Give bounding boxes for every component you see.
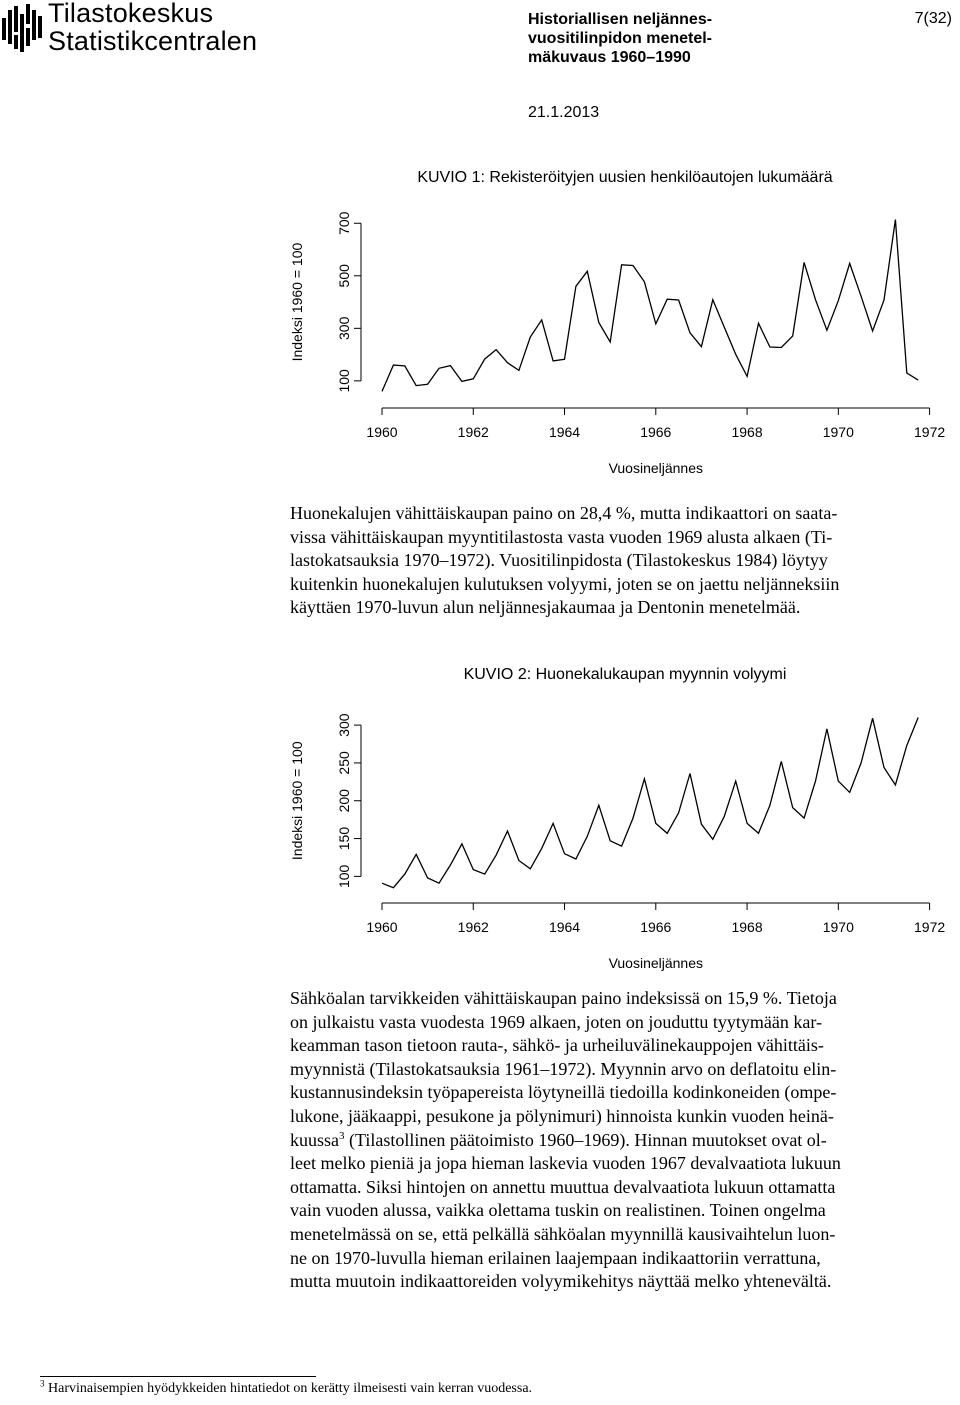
paragraph-line: vissa vähittäiskaupan myyntitilastosta vasta vuoden 1969 alusta alkaen (Ti-: [290, 526, 833, 547]
footnote-number: 3: [40, 1378, 45, 1389]
logo-text-sv: Statistikcentralen: [48, 26, 258, 56]
footnote-separator: [40, 1376, 316, 1377]
document-title-line: vuositilinpidon menetel-: [528, 30, 713, 47]
document-title-line: Historiallisen neljännes-: [528, 11, 713, 28]
y-tick-label: 300: [336, 316, 352, 341]
paragraph-line: kuitenkin huonekalujen kulutuksen volyymi, joten se on jaettu neljänneksiin: [290, 573, 840, 594]
figure-1-line-chart: [0, 205, 960, 480]
footnote-reference[interactable]: 3: [339, 1129, 345, 1142]
x-tick-label: 1962: [457, 424, 489, 440]
x-tick-label: 1972: [914, 424, 946, 440]
x-tick-label: 1960: [366, 424, 398, 440]
x-tick-label: 1960: [366, 919, 398, 935]
x-tick-label: 1968: [731, 424, 763, 440]
paragraph-line: ne on 1970-luvulla hieman erilainen laajempaan indikaattoriin verrattuna,: [290, 1247, 821, 1268]
document-date: 21.1.2013: [528, 104, 600, 121]
x-tick-label: 1962: [457, 919, 489, 935]
tilastokeskus-logo: [0, 0, 260, 60]
document-title: [528, 10, 778, 67]
y-tick-label: 700: [336, 211, 352, 235]
y-axis-label: Indeksi 1960 = 100: [289, 741, 305, 861]
paragraph-line: leet melko pieniä ja jopa hieman laskevia vuoden 1967 devalvaatiota lukuun: [290, 1153, 841, 1174]
paragraph-line: kustannusindeksin työpapereista löytyneillä tiedoilla kodinkoneiden (ompe-: [290, 1082, 837, 1103]
logo-text-fi: Tilastokeskus: [48, 0, 214, 28]
x-tick-label: 1964: [548, 424, 581, 440]
logo-bars-icon: [2, 4, 44, 54]
paragraph-line: menetelmässä on se, että pelkällä sähköalan myynnillä kausivaihtelun luon-: [290, 1223, 836, 1244]
paragraph-line: keamman tason tietoon rauta-, sähkö- ja urheiluvälinekauppojen vähittäis-: [290, 1035, 824, 1056]
x-axis-label: Vuosineljännes: [608, 955, 704, 971]
y-tick-label: 200: [336, 789, 352, 813]
page-number: 7(32): [914, 10, 952, 27]
y-tick-label: 100: [336, 369, 352, 393]
paragraph-line: [290, 1129, 960, 1153]
paragraph-line: Sähköalan tarvikkeiden vähittäiskaupan paino indeksissä on 15,9 %. Tietoja: [290, 988, 837, 1008]
body-paragraph-1: [290, 502, 960, 620]
paragraph-line: lukone, jääkaappi, pesukone ja pölynimuri) hinnoista kunkin vuoden heinä-: [290, 1105, 834, 1126]
x-tick-label: 1964: [548, 919, 581, 935]
document-title-line: mäkuvaus 1960–1990: [528, 49, 691, 66]
paragraph-line: käyttäen 1970-luvun alun neljännesjakaumaa ja Dentonin menetelmää.: [290, 597, 801, 618]
figure-1-title: KUVIO 1: Rekisteröityjen uusien henkilöautojen lukumäärä: [417, 169, 833, 186]
y-tick-label: 100: [336, 864, 352, 889]
y-tick-label: 150: [336, 826, 352, 851]
series-line: [382, 220, 918, 392]
y-tick-label: 250: [336, 751, 352, 775]
paragraph-line: ottamatta. Siksi hintojen on annettu muuttua devalvaatiota lukuun ottamatta: [290, 1176, 836, 1197]
paragraph-line: myynnistä (Tilastokatsauksia 1961–1972). Myynnin arvo on deflatoitu elin-: [290, 1058, 837, 1079]
y-axis-label: Indeksi 1960 = 100: [289, 242, 305, 362]
y-tick-label: 300: [336, 713, 352, 737]
x-tick-label: 1970: [822, 919, 854, 935]
paragraph-line: mutta muutoin indikaattoreiden volyymikehitys näyttää melko yhtenevältä.: [290, 1271, 832, 1292]
paragraph-line: lastokatsauksia 1970–1972). Vuositilinpidosta (Tilastokeskus 1984) löytyy: [290, 550, 828, 571]
footnote: [40, 1378, 533, 1397]
figure-2-title: KUVIO 2: Huonekalukaupan myynnin volyymi: [463, 666, 787, 683]
paragraph-line: Huonekalujen vähittäiskaupan paino on 28,4 %, mutta indikaattori on saata-: [290, 503, 838, 523]
x-tick-label: 1968: [731, 919, 763, 935]
body-paragraph-2: [290, 987, 960, 1294]
paragraph-text: kuussa: [290, 1129, 339, 1150]
x-tick-label: 1966: [640, 919, 672, 935]
y-tick-label: 500: [336, 264, 352, 288]
footnote-text: Harvinaisempien hyödykkeiden hintatiedot on kerätty ilmeisesti vain kerran vuodessa.: [44, 1381, 533, 1396]
x-tick-label: 1970: [822, 424, 854, 440]
x-axis-label: Vuosineljännes: [608, 460, 704, 476]
series-line: [382, 718, 918, 888]
x-tick-label: 1966: [640, 424, 672, 440]
paragraph-line: vain vuoden alussa, vaikka olettama tuskin on realistinen. Toinen ongelma: [290, 1200, 826, 1221]
figure-2-line-chart: [0, 700, 960, 975]
x-tick-label: 1972: [914, 919, 946, 935]
paragraph-line: on julkaistu vasta vuodesta 1969 alkaen, joten on jouduttu tyytymään kar-: [290, 1011, 823, 1032]
paragraph-text: (Tilastollinen päätoimisto 1960–1969). Hinnan muutokset ovat ol-: [344, 1129, 827, 1150]
